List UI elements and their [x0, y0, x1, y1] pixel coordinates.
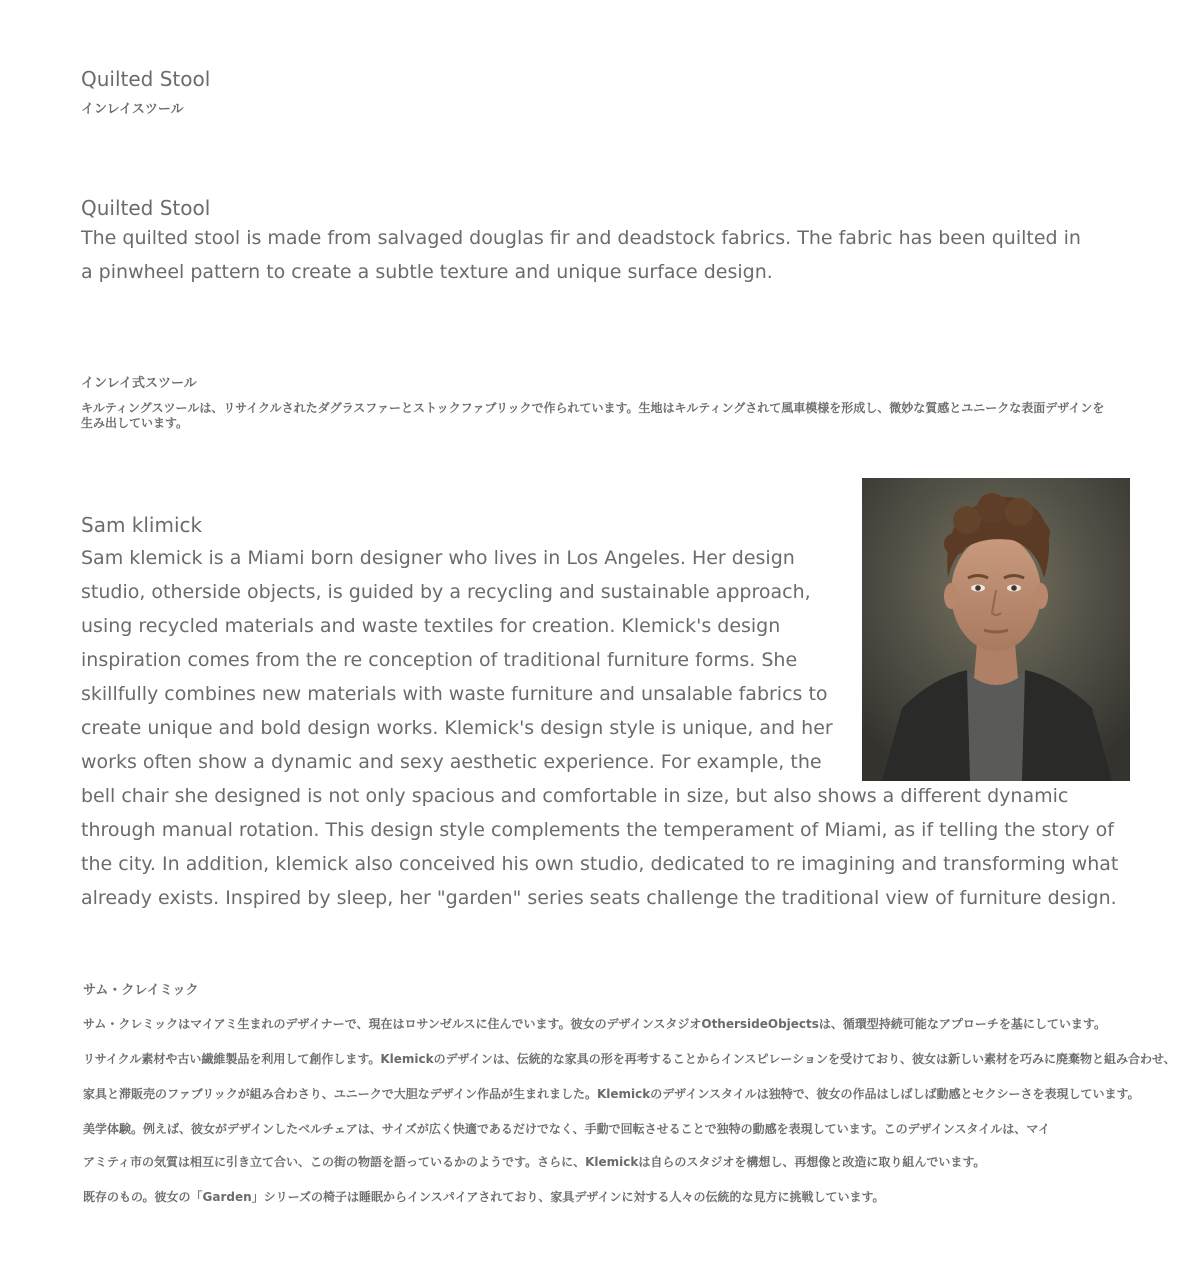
designer-bio-en-wrapper	[81, 541, 1141, 915]
product-description-en: The quilted stool is made from salvaged douglas fir and deadstock fabrics. The fabric has been quilted in a pinwheel pattern to create a subtle texture and unique surface design.	[81, 227, 1081, 283]
designer-bio-jp-line: 家具と滞販売のファブリックが組み合わさり、ユニークで大胆なデザイン作品が生まれました。Klemickのデザインスタイルは独特で、彼女の作品はしばしば動感とセクシーさを表現しています。	[83, 1087, 1140, 1101]
product-title-en: Quilted Stool	[81, 196, 211, 220]
product-title-jp: インレイ式スツール	[81, 376, 197, 391]
page-subtitle-jp: インレイスツール	[81, 102, 184, 117]
product-section-jp	[81, 375, 1111, 431]
portrait-spacer	[859, 541, 1141, 779]
product-description-jp: キルティングスツールは、リサイクルされたダグラスファーとストックファブリックで作られています。生地はキルティングされて風車模様を形成し、微妙な質感とユニークな表面デザインを生み出しています。	[81, 401, 1105, 430]
designer-bio-jp-line: リサイクル素材や古い繊維製品を利用して創作します。Klemickのデザインは、伝統的な家具の形を再考することからインスピレーションを受けており、彼女は新しい素材を巧みに廃棄物と組み合わせ、	[83, 1052, 1176, 1066]
designer-section-en	[81, 511, 202, 539]
designer-bio-jp-line: サム・クレミックはマイアミ生まれのデザイナーで、現在はロサンゼルスに住んでいます。彼女のデザインスタジオOthersideObjectsは、循環型持続可能なアプローチを基にしています。	[83, 1017, 1106, 1031]
designer-name-jp: サム・クレイミック	[83, 983, 199, 998]
designer-name-en: Sam klimick	[81, 513, 203, 537]
designer-bio-jp-line: アミティ市の気質は相互に引き立て合い、この街の物語を語っているかのようです。さらに、Klemickは自らのスタジオを構想し、再想像と改造に取り組んでいます。	[83, 1155, 986, 1169]
header	[81, 65, 210, 119]
designer-bio-jp-line: 既存のもの。彼女の「Garden」シリーズの椅子は睡眠からインスパイアされており、家具デザインに対する人々の伝統的な見方に挑戦しています。	[83, 1190, 885, 1204]
designer-bio-en: Sam klemick is a Miami born designer who lives in Los Angeles. Her design studio, otherside objects, is guided by a recycling and sustainable approach, using recycled materials and waste textiles for creation. Klemick's design inspiration comes from the re conception of traditional furniture forms. She skillfully combines new materials with waste furniture and unsalable fabrics to create unique and bold design works. Klemick's design style is unique, and her works often show a dynamic and sexy aesthetic experience. For example, the bell chair she designed is not only spacious and comfortable in size, but also shows a different dynamic through manual rotation. This design style complements the temperament of Miami, as if telling the story of the city. In addition, klemick also conceived his own studio, dedicated to re imagining and transforming what already exists. Inspired by sleep, her "garden" series seats challenge the traditional view of furniture design.	[81, 547, 1119, 909]
page-title: Quilted Stool	[81, 67, 211, 91]
designer-section-jp	[83, 982, 1200, 1212]
product-section-en	[81, 194, 1081, 289]
designer-bio-jp-line: 美学体験。例えば、彼女がデザインしたベルチェアは、サイズが広く快適であるだけでなく、手動で回転させることで独特の動感を表現しています。このデザインスタイルは、マイ	[83, 1122, 1050, 1136]
